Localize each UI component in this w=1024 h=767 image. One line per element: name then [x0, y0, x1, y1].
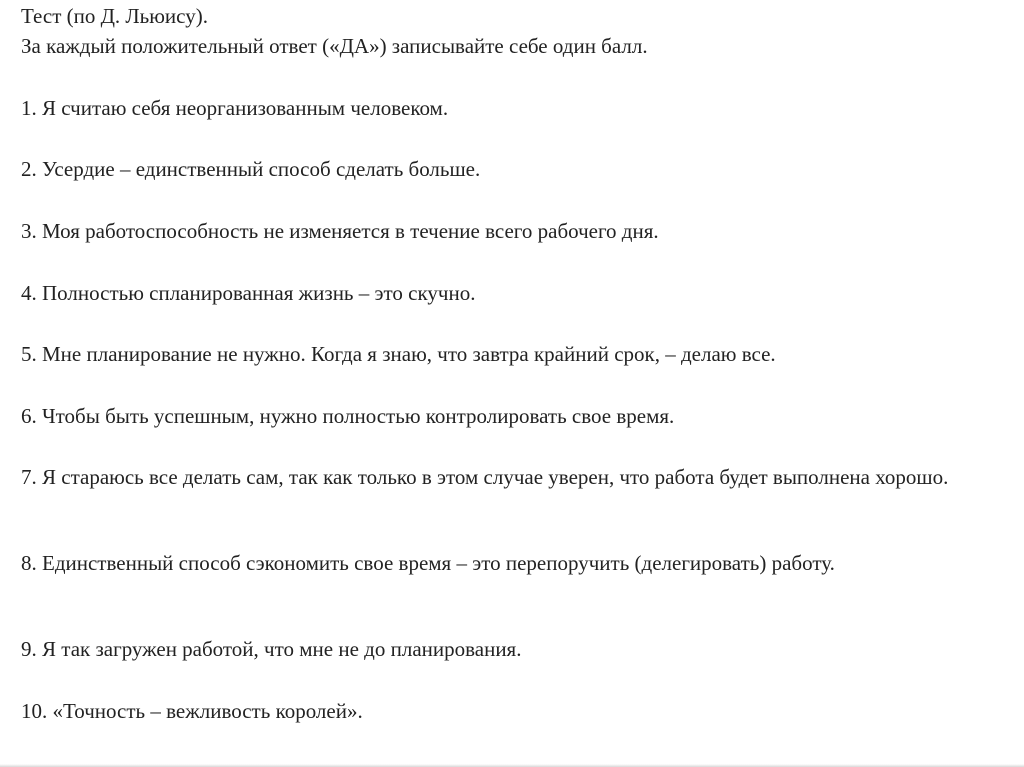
- question-4: 4. Полностью спланированная жизнь – это скучно.: [21, 281, 476, 305]
- test-title: Тест (по Д. Льюису).: [21, 4, 208, 28]
- question-8: 8. Единственный способ сэкономить свое время – это перепоручить (делегировать) работу.: [21, 551, 835, 575]
- question-1: 1. Я считаю себя неорганизованным человеком.: [21, 96, 449, 120]
- question-2: 2. Усердие – единственный способ сделать больше.: [21, 157, 481, 181]
- question-3: 3. Моя работоспособность не изменяется в течение всего рабочего дня.: [21, 219, 659, 243]
- question-7: 7. Я стараюсь все делать сам, так как только в этом случае уверен, что работа будет выполнена хорошо.: [21, 465, 949, 489]
- question-6: 6. Чтобы быть успешным, нужно полностью контролировать свое время.: [21, 404, 675, 428]
- question-9: 9. Я так загружен работой, что мне не до планирования.: [21, 637, 522, 661]
- question-10: 10. «Точность – вежливость королей».: [21, 699, 363, 723]
- test-instruction: За каждый положительный ответ («ДА») записывайте себе один балл.: [21, 34, 648, 58]
- question-5: 5. Мне планирование не нужно. Когда я знаю, что завтра крайний срок, – делаю все.: [21, 342, 776, 366]
